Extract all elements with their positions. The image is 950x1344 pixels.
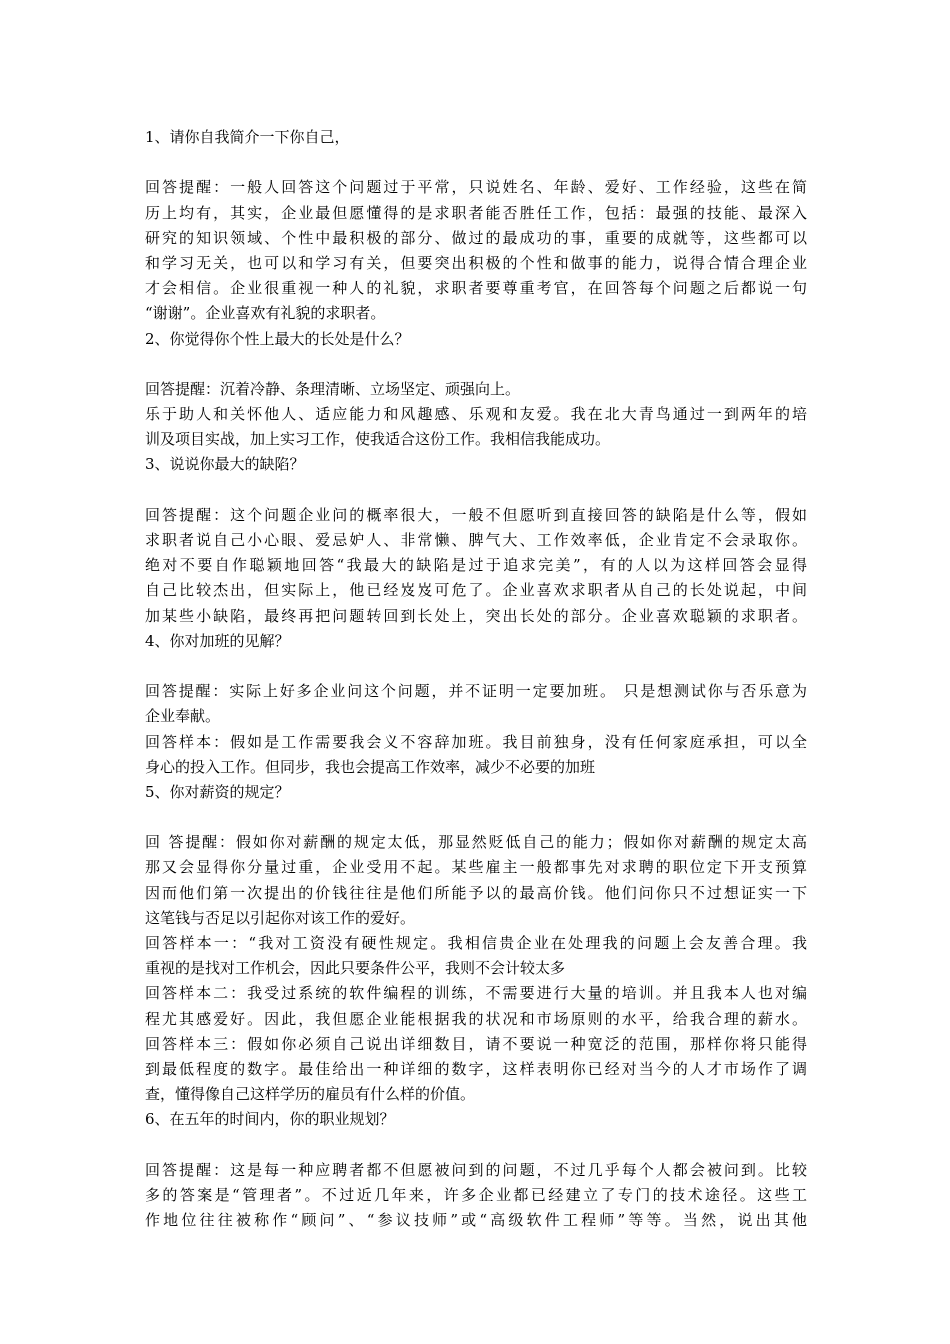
text-line: 回答样本一：“我对工资没有硬性规定。我相信贵企业在处理我的问题上会友善合理。我 <box>145 934 807 952</box>
text-line: 历上均有，其实，企业最但愿懂得的是求职者能否胜任工作，包括：最强的技能、最深入 <box>145 203 807 222</box>
text-line: 回答样本三：假如你必须自己说出详细数目，请不要说一种宽泛的范围，那样你将只能得 <box>145 1034 807 1053</box>
text-line: 回答提醒：实际上好多企业问这个问题，并不证明一定要加班。 只是想测试你与否乐意为 <box>145 682 807 701</box>
text-line: 那又会显得你分量过重，企业受用不起。某些雇主一般都事先对求聘的职位定下开支预算 <box>145 858 807 877</box>
text-line: 1、请你自我简介一下你自己， <box>145 128 350 146</box>
text-line: 回答提醒：一般人回答这个问题过于平常，只说姓名、年龄、爱好、工作经验，这些在简 <box>145 178 807 197</box>
text-line: 回答样本：假如是工作需要我会义不容辞加班。我目前独身，没有任何家庭承担，可以全 <box>145 732 807 751</box>
text-line: 身心的投入工作。但同步，我也会提高工作效率，减少不必要的加班 <box>145 757 596 776</box>
text-line: 重视的是找对工作机会，因此只要条件公平，我则不会计较太多 <box>145 959 566 978</box>
text-line: 4、你对加班的见解？ <box>145 631 290 650</box>
text-line: 才会相信。企业很重视一种人的礼貌，求职者要尊重考官，在回答每个问题之后都说一句 <box>145 279 807 298</box>
text-line: 研究的知识领域、个性中最积极的部分、做过的最成功的事，重要的成就等，这些都可以 <box>145 228 807 247</box>
text-line: 和学习无关，也可以和学习有关，但要突出积极的个性和做事的能力，说得合情合理企业 <box>145 253 807 272</box>
blank-line <box>145 805 807 830</box>
text-line: 作地位往往被称作“顾问”、“参议技师”或“高级软件工程师”等等。当然，说出其他 <box>145 1211 807 1230</box>
text-line: 因而他们第一次提出的价钱往往是他们所能予以的最高价钱。他们问你只不过想证实一下 <box>145 883 807 902</box>
text-line: 自己比较杰出，但实际上，他已经岌岌可危了。企业喜欢求职者从自己的长处说起，中间 <box>145 581 807 600</box>
text-line: 回答样本二：我受过系统的软件编程的训练，不需要进行大量的培训。并且我本人也对编 <box>145 984 807 1003</box>
text-line: 训及项目实战，加上实习工作，使我适合这份工作。我相信我能成功。 <box>145 430 611 449</box>
text-line: 程尤其感爱好。因此，我但愿企业能根据我的状况和市场原则的水平，给我合理的薪水。 <box>145 1009 807 1028</box>
blank-line <box>145 150 807 175</box>
text-line: 5、你对薪资的规定？ <box>145 782 290 801</box>
text-line: 加某些小缺陷，最终再把问题转回到长处上，突出长处的部分。企业喜欢聪颖的求职者。 <box>145 606 807 625</box>
text-line: 回答提醒：这是每一种应聘者都不但愿被问到的问题，不过几乎每个人都会被问到。比较 <box>145 1160 807 1179</box>
text-line: 6、在五年的时间内，你的职业规划？ <box>145 1110 395 1129</box>
blank-line <box>145 352 807 377</box>
blank-line <box>145 1133 807 1158</box>
text-line: 绝对不要自作聪颖地回答“我最大的缺陷是过于追求完美”，有的人以为这样回答会显得 <box>145 556 807 575</box>
text-line: 2、你觉得你个性上最大的长处是什么？ <box>145 329 410 348</box>
text-line: 这笔钱与否足以引起你对该工作的爱好。 <box>145 908 416 927</box>
text-line: 回答提醒：这个问题企业问的概率很大，一般不但愿听到直接回答的缺陷是什么等，假如 <box>145 505 807 524</box>
document-page <box>145 125 807 1233</box>
blank-line <box>145 654 807 679</box>
blank-line <box>145 478 807 503</box>
text-line: 企业奉献。 <box>145 707 221 726</box>
text-line: 3、说说你最大的缺陷？ <box>145 455 305 474</box>
text-line: 回 答提醒：假如你对薪酬的规定太低，那显然贬低自己的能力；假如你对薪酬的规定太高 <box>145 833 807 852</box>
text-line: 乐于助人和关怀他人、适应能力和风趣感、乐观和友爱。我在北大青鸟通过一到两年的培 <box>145 405 807 424</box>
text-line: 多的答案是“管理者”。不过近几年来，许多企业都已经建立了专门的技术途径。这些工 <box>145 1185 807 1204</box>
text-line: 回答提醒：沉着冷静、条理清晰、立场坚定、顽强向上。 <box>145 379 521 398</box>
text-line: “谢谢”。企业喜欢有礼貌的求职者。 <box>145 304 386 323</box>
text-line: 到最低程度的数字。最佳给出一种详细的数字，这样表明你已经对当今的人才市场作了调 <box>145 1059 807 1078</box>
text-line: 求职者说自己小心眼、爱忌妒人、非常懒、脾气大、工作效率低，企业肯定不会录取你。 <box>145 531 807 549</box>
text-line: 查，懂得像自己这样学历的雇员有什么样的价值。 <box>145 1085 476 1104</box>
